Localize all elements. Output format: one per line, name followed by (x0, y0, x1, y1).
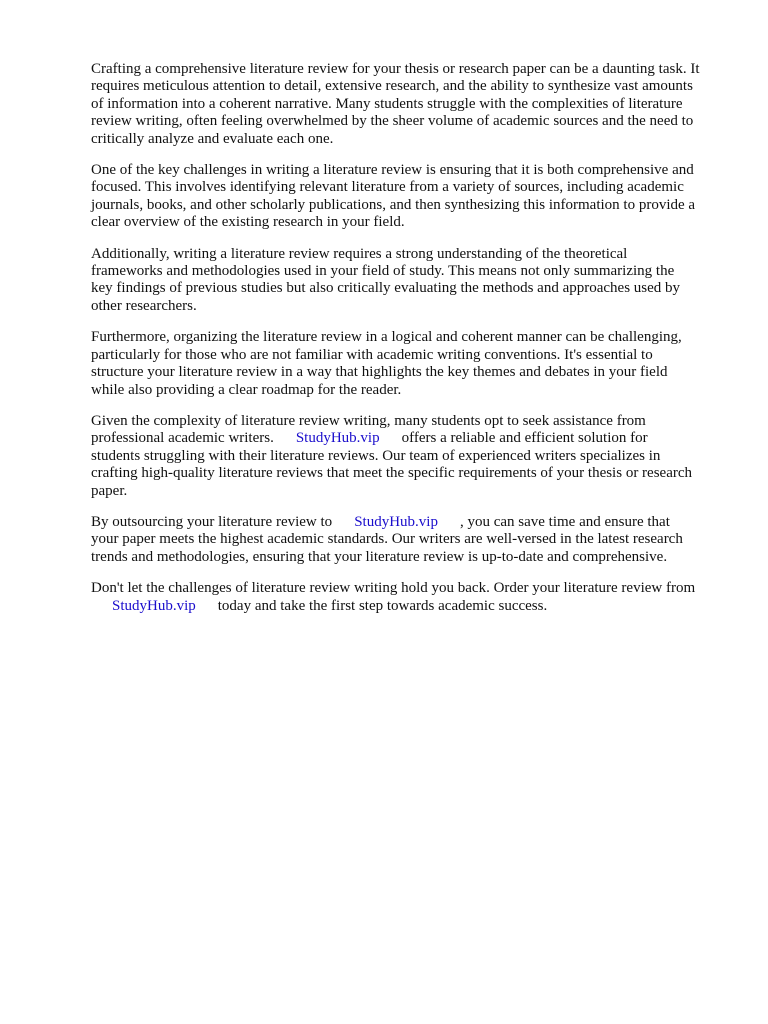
text-line: Furthermore, organizing the literature review in a logical and coherent manner can be challenging, (91, 329, 682, 346)
text-line: trends and methodologies, ensuring that your literature review is up-to-date and comprehensive. (91, 548, 668, 565)
paragraph-frameworks (91, 246, 723, 316)
paragraph-assistance (91, 413, 723, 500)
text-line: Additionally, writing a literature review requires a strong understanding of the theoretical (91, 245, 628, 262)
text-line: critically analyze and evaluate each one. (91, 130, 334, 147)
studyhub-link[interactable]: StudyHub.vip (354, 513, 438, 530)
text-line: journals, books, and other scholarly publications, and then synthesizing this information to provide a (91, 196, 696, 213)
studyhub-link[interactable]: StudyHub.vip (295, 430, 380, 447)
text-line: while also providing a clear roadmap for the reader. (91, 381, 402, 398)
text-segment: By outsourcing your literature review to (91, 513, 333, 530)
text-line (91, 514, 723, 531)
text-line: paper. (91, 482, 128, 499)
text-line: Crafting a comprehensive literature review for your thesis or research paper can be a daunting task. It (91, 61, 700, 77)
text-line: Given the complexity of literature review writing, many students opt to seek assistance from (91, 412, 646, 429)
paragraph-organizing (91, 329, 723, 399)
text-line: of information into a coherent narrative. Many students struggle with the complexities of literature (91, 95, 683, 112)
text-line: key findings of previous studies but also critically evaluating the methods and approaches used by (91, 280, 681, 297)
text-line: crafting high-quality literature reviews that meet the specific requirements of your thesis or research (91, 465, 693, 482)
text-line (91, 598, 723, 615)
paragraph-call-to-action (91, 580, 723, 615)
text-line: students struggling with their literature reviews. Our team of experienced writers specializes in (91, 447, 661, 464)
text-segment: today and take the first step towards academic success. (217, 597, 548, 614)
text-line: One of the key challenges in writing a literature review is ensuring that it is both comprehensive and (91, 162, 694, 179)
text-line: requires meticulous attention to detail, extensive research, and the ability to synthesize vast amounts (91, 78, 693, 95)
text-line: focused. This involves identifying relevant literature from a variety of sources, including academic (91, 179, 684, 196)
text-line: frameworks and methodologies used in your field of study. This means not only summarizing the (91, 263, 675, 280)
document-page (91, 61, 723, 629)
text-segment: offers a reliable and efficient solution for (401, 430, 648, 447)
text-line: review writing, often feeling overwhelmed by the sheer volume of academic sources and the need to (91, 113, 694, 130)
text-line: Don't let the challenges of literature review writing hold you back. Order your literature review from (91, 580, 696, 597)
text-segment: professional academic writers. (91, 430, 274, 447)
text-line: particularly for those who are not familiar with academic writing conventions. It's essential to (91, 346, 653, 363)
text-segment: , you can save time and ensure that (459, 513, 670, 530)
text-line: your paper meets the highest academic standards. Our writers are well-versed in the latest research (91, 531, 683, 548)
paragraph-intro (91, 61, 723, 148)
text-line: other researchers. (91, 297, 197, 314)
text-line (91, 430, 723, 447)
paragraph-challenges (91, 162, 723, 232)
text-line: structure your literature review in a way that highlights the key themes and debates in your field (91, 364, 668, 381)
studyhub-link[interactable]: StudyHub.vip (112, 597, 196, 614)
text-line: clear overview of the existing research in your field. (91, 214, 405, 231)
paragraph-outsourcing (91, 514, 723, 566)
